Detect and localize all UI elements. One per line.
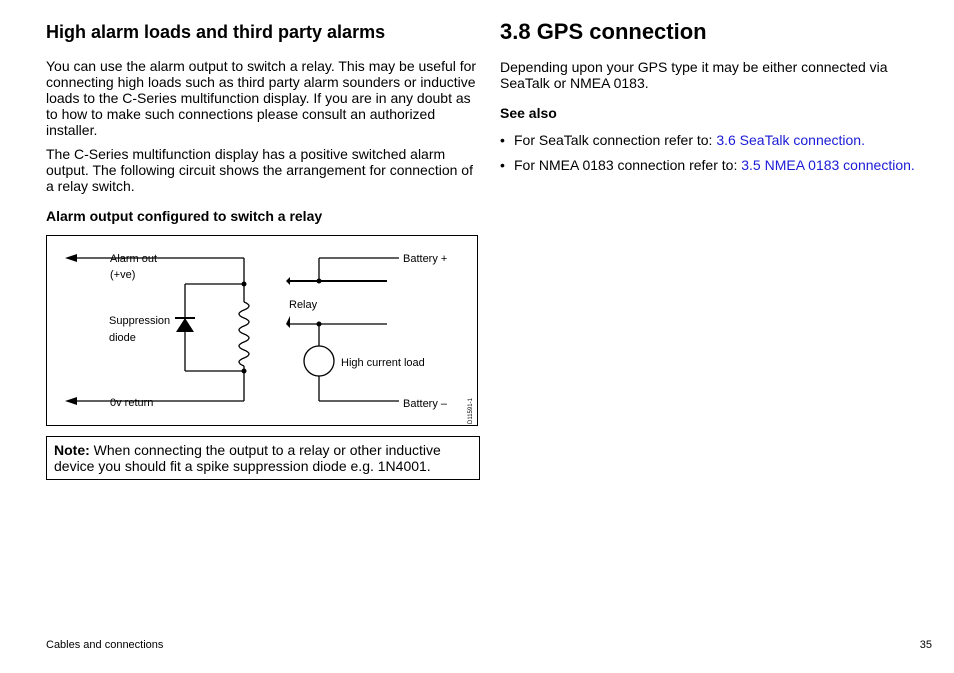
return-arrow-icon	[65, 397, 77, 405]
junction-dot	[317, 279, 322, 284]
left-column	[46, 20, 478, 480]
relay-coil	[239, 302, 249, 366]
link-nmea-connection[interactable]: 3.5 NMEA 0183 connection.	[741, 157, 915, 173]
relay-circuit-diagram	[46, 235, 478, 426]
right-column	[500, 18, 940, 182]
bullet-text: For NMEA 0183 connection refer to:	[514, 157, 738, 173]
label-diode: diode	[109, 332, 136, 344]
label-alarm-out: Alarm out	[110, 253, 158, 265]
list-item	[500, 157, 940, 174]
label-0v-return: 0v return	[110, 397, 154, 409]
label-relay: Relay	[289, 299, 318, 311]
note-box	[46, 436, 480, 480]
footer-section-title: Cables and connections	[46, 639, 164, 651]
label-alarm-out-ve: (+ve)	[110, 269, 136, 281]
note-label: Note:	[54, 442, 90, 458]
list-item	[500, 132, 940, 149]
see-also-list	[500, 132, 940, 174]
see-also-heading: See also	[500, 105, 557, 121]
bullet-icon: •	[500, 132, 505, 148]
bullet-icon: •	[500, 157, 505, 173]
figure-id: D11591-1	[468, 398, 474, 424]
high-current-load-symbol	[304, 346, 334, 376]
label-high-current-load: High current load	[341, 357, 425, 369]
paragraph-switched-output: The C-Series multifunction display has a positive switched alarm output. The following circuit shows the arrangement for connection of a relay switch.	[46, 146, 473, 194]
suppression-diode-icon	[176, 318, 194, 332]
paragraph-gps: Depending upon your GPS type it may be either connected via SeaTalk or NMEA 0183.	[500, 59, 888, 91]
alarm-out-arrow-icon	[65, 254, 77, 262]
junction-dot	[242, 282, 247, 287]
label-battery-minus: Battery –	[403, 398, 448, 410]
paragraph-relay-intro: You can use the alarm output to switch a relay. This may be useful for connecting high loads such as third party alarm sounders or inductive loads to the C-Series multifunction display. If you are in any doubt as to how to make such connections please consult an authorized installer.	[46, 58, 477, 138]
relay-contact-marker-top	[286, 277, 290, 285]
junction-dot	[242, 369, 247, 374]
section-heading-high-alarm: High alarm loads and third party alarms	[46, 22, 386, 42]
relay-contact-marker-bottom	[286, 316, 290, 328]
bullet-text: For SeaTalk connection refer to:	[514, 132, 713, 148]
note-text: When connecting the output to a relay or other inductive device you should fit a spike suppression diode e.g. 1N4001.	[54, 442, 441, 474]
section-heading-gps: 3.8 GPS connection	[500, 19, 707, 44]
circuit-svg	[47, 236, 477, 425]
diagram-caption: Alarm output configured to switch a relay	[46, 208, 323, 224]
link-seatalk-connection[interactable]: 3.6 SeaTalk connection.	[716, 132, 865, 148]
junction-dot	[317, 322, 322, 327]
label-battery-plus: Battery +	[403, 253, 448, 265]
footer-page-number: 35	[919, 639, 932, 651]
label-suppression: Suppression	[109, 315, 171, 327]
